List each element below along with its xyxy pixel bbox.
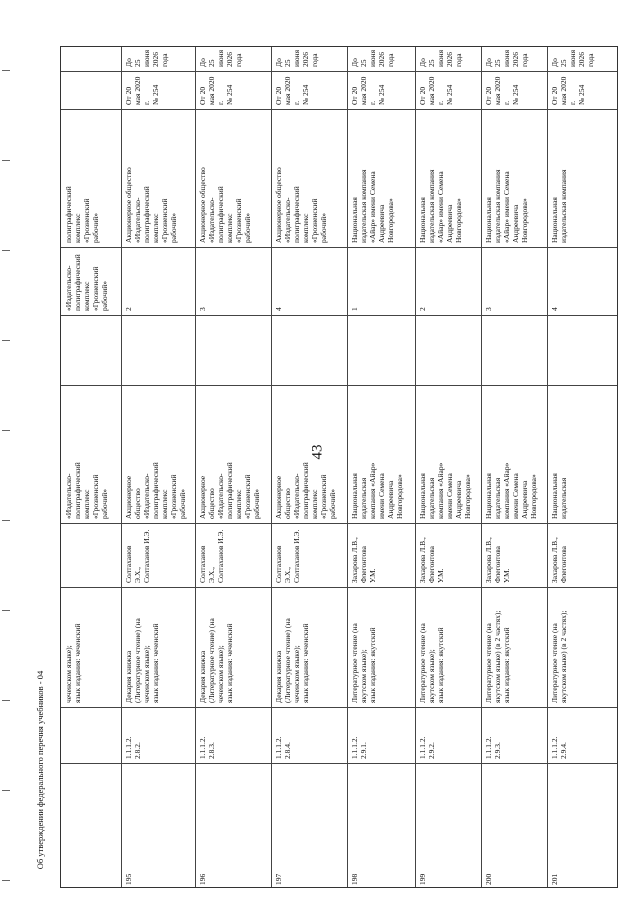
row-legal-entity-cell <box>547 109 619 247</box>
row-until: До 25 июня 2026 года <box>550 49 595 67</box>
row-order: От 20 мая 2020 г. № 254 <box>418 76 454 105</box>
row-authors: Солтаханов Э.Х., Солтаханов И.Э. <box>124 529 151 583</box>
row-legal-entity-cell <box>415 109 481 247</box>
row-publisher: Национальная издательская компания «Айар» имени Семена Андреевича Новгородова» <box>418 462 472 519</box>
scan-mark <box>2 610 10 611</box>
row-code-cell <box>481 707 547 763</box>
row-until-cell <box>121 47 195 71</box>
row-publisher: Акционерное общество «Издательско- полиграфический комплекс «Грозненский рабочий» <box>124 462 187 519</box>
row-title-cell <box>481 587 547 707</box>
row-title: Литературное чтение (на якутском языке); язык издания: якутский <box>350 623 377 703</box>
row-code: 1.1.1.2. 2.8.2. <box>124 736 142 759</box>
row-legal-entity: Национальная издательская компания «Айар» имени Семена Андреевича Новгородова» <box>484 169 529 243</box>
row-until: До 25 июня 2026 года <box>124 49 169 67</box>
row-title: Литературное чтение (на якутском языке) (в 2 частях); язык издания: якутский <box>484 610 511 703</box>
row-blank <box>271 315 347 385</box>
row-code: 1.1.1.2. 2.9.2. <box>418 736 436 759</box>
scan-mark <box>2 340 10 341</box>
row-blank-cell <box>195 315 271 385</box>
row-blank-cell <box>121 315 195 385</box>
row-until: До 25 июня 2026 года <box>350 49 395 67</box>
row-grade: 4 <box>550 307 559 311</box>
row-until: До 25 июня 2026 года <box>418 49 463 67</box>
row-until-cell <box>415 47 481 71</box>
row-blank-cell <box>415 315 481 385</box>
row-authors: Захарова Л.В., Флегонтова <box>550 537 568 583</box>
row-title: Декария книжка (Литературное чтение) (на чеченском языке); язык издания: чеченский <box>274 618 310 703</box>
row-authors: Захарова Л.В., Флегонтова У.М. <box>350 537 377 583</box>
row-code: 1.1.1.2. 2.9.4. <box>550 736 568 759</box>
row-publisher-cell <box>121 385 195 523</box>
row-publisher: Акционерное общество «Издательско- полиграфический комплекс «Грозненский рабочий» <box>274 462 337 519</box>
row-legal-entity: Национальная издательская компания <box>550 169 568 243</box>
row-title: Литературное чтение (на якутском языке) (в 2 частях); <box>550 610 568 703</box>
row-order: От 20 мая 2020 г. № 254 <box>550 76 586 105</box>
row-code-cell <box>121 707 195 763</box>
row-legal-entity: Национальная издательская компания «Айар» имени Семена Андреевича Новгородова» <box>350 169 395 243</box>
row-num: 200 <box>484 873 493 885</box>
row-order: От 20 мая 2020 г. № 254 <box>484 76 520 105</box>
row-num-cell <box>271 763 347 889</box>
scan-mark <box>2 790 10 791</box>
row-code-cell <box>347 707 415 763</box>
scan-mark <box>2 430 10 431</box>
row-title-cell <box>547 587 619 707</box>
row-legal-entity: Акционерное общество «Издательско- полиграфический комплекс «Грозненский рабочий» <box>124 167 178 243</box>
continued-publisher: «Издательско- полиграфический комплекс «Грозненский рабочий» <box>64 462 109 519</box>
row-num-cell <box>481 763 547 889</box>
row-grade: 4 <box>274 307 283 311</box>
row-publisher-cell <box>481 385 547 523</box>
row-order: От 20 мая 2020 г. № 254 <box>350 76 386 105</box>
row-authors-cell <box>121 523 195 587</box>
continued-publisher-2-cell <box>61 247 121 315</box>
row-num: 197 <box>274 873 283 885</box>
row-publisher-cell <box>415 385 481 523</box>
row-blank <box>481 315 547 385</box>
continued-subject-cell <box>61 587 121 707</box>
row-legal-entity-cell <box>481 109 547 247</box>
row-num-cell <box>547 763 619 889</box>
row-grade: 3 <box>484 307 493 311</box>
row-legal-entity: Акционерное общество «Издательско- полиграфический комплекс «Грозненский рабочий» <box>274 167 328 243</box>
scan-mark <box>2 70 10 71</box>
row-blank-cell <box>347 315 415 385</box>
row-num-cell <box>121 763 195 889</box>
row-blank <box>347 315 415 385</box>
row-title-cell <box>271 587 347 707</box>
row-publisher-cell <box>347 385 415 523</box>
row-code-cell <box>195 707 271 763</box>
row-grade: 3 <box>198 307 207 311</box>
row-title: Декария книжка (Литературное чтение) (на чеченском языке); язык издания: чеченский <box>124 618 160 703</box>
row-grade-cell <box>271 247 347 315</box>
row-title-cell <box>121 587 195 707</box>
row-grade-cell <box>547 247 619 315</box>
row-order: От 20 мая 2020 г. № 254 <box>124 76 160 105</box>
continued-publisher-cell <box>61 385 121 523</box>
row-blank <box>195 315 271 385</box>
row-blank-cell <box>547 315 619 385</box>
row-code-cell <box>415 707 481 763</box>
row-code: 1.1.1.2. 2.9.3. <box>484 736 502 759</box>
row-until-cell <box>271 47 347 71</box>
row-grade-cell <box>481 247 547 315</box>
continued-legal-entity: полиграфический комплекс «Грозненский рабочий» <box>64 186 100 243</box>
row-order: От 20 мая 2020 г. № 254 <box>198 76 234 105</box>
row-num-cell <box>347 763 415 889</box>
row-authors-cell <box>271 523 347 587</box>
row-authors-cell <box>347 523 415 587</box>
row-code: 1.1.1.2. 2.8.4. <box>274 736 292 759</box>
continued-legal-entity-cell <box>61 109 121 247</box>
row-until: До 25 июня 2026 года <box>274 49 319 67</box>
row-code-cell <box>271 707 347 763</box>
row-grade-cell <box>121 247 195 315</box>
row-order: От 20 мая 2020 г. № 254 <box>274 76 310 105</box>
row-num-cell <box>195 763 271 889</box>
row-legal-entity-cell <box>195 109 271 247</box>
row-until-cell <box>547 47 619 71</box>
row-blank <box>415 315 481 385</box>
page-number: 43 <box>309 444 326 460</box>
scan-mark <box>2 250 10 251</box>
row-legal-entity-cell <box>347 109 415 247</box>
row-title: Декария книжка (Литературное чтение) (на чеченском языке); язык издания: чеченский <box>198 618 234 703</box>
row-code: 1.1.1.2. 2.8.3. <box>198 736 216 759</box>
row-title-cell <box>347 587 415 707</box>
row-authors-cell <box>481 523 547 587</box>
row-order-cell <box>271 71 347 109</box>
row-grade: 2 <box>124 307 133 311</box>
row-num: 198 <box>350 873 359 885</box>
row-code: 1.1.1.2. 2.9.1. <box>350 736 368 759</box>
row-publisher-cell <box>271 385 347 523</box>
row-num: 195 <box>124 873 133 885</box>
row-authors: Солтаханов Э.Х., Солтаханов И.Э. <box>274 529 301 583</box>
row-publisher: Национальная издательская компания «Айар» имени Семена Андреевича Новгородова» <box>484 462 538 519</box>
row-publisher: Национальная издательская <box>550 473 568 519</box>
row-code-cell <box>547 707 619 763</box>
document-footer: Об утверждении федерального перечня учебников - 04 <box>35 670 45 870</box>
continued-publisher-2: «Издательско- полиграфический комплекс «Грозненский рабочий» <box>64 254 109 311</box>
row-until-cell <box>195 47 271 71</box>
row-authors: Солтаханов Э.Х., Солтаханов И.Э. <box>198 529 225 583</box>
row-title: Литературное чтение (на якутском языке); язык издания: якутский <box>418 623 445 703</box>
row-grade: 1 <box>350 307 359 311</box>
row-num: 201 <box>550 873 559 885</box>
row-publisher-cell <box>195 385 271 523</box>
row-authors-cell <box>415 523 481 587</box>
row-order-cell <box>547 71 619 109</box>
row-blank <box>547 315 619 385</box>
row-blank <box>121 315 195 385</box>
row-legal-entity: Национальная издательская компания «Айар» имени Семена Андреевича Новгородова» <box>418 169 463 243</box>
continued-subject: чеченском языке); язык издания: чеченский <box>64 623 82 703</box>
row-grade-cell <box>347 247 415 315</box>
row-blank-cell <box>271 315 347 385</box>
row-authors-cell <box>195 523 271 587</box>
row-grade: 2 <box>418 307 427 311</box>
row-num: 199 <box>418 873 427 885</box>
row-publisher: Национальная издательская компания «Айар» имени Семена Андреевича Новгородова» <box>350 462 404 519</box>
row-legal-entity-cell <box>121 109 195 247</box>
row-grade-cell <box>415 247 481 315</box>
row-publisher-cell <box>547 385 619 523</box>
row-order-cell <box>347 71 415 109</box>
row-until-cell <box>481 47 547 71</box>
scan-mark <box>2 880 10 881</box>
row-grade-cell <box>195 247 271 315</box>
row-blank-cell <box>481 315 547 385</box>
row-until: До 25 июня 2026 года <box>484 49 529 67</box>
row-title-cell <box>415 587 481 707</box>
row-num-cell <box>415 763 481 889</box>
row-authors: Захарова Л.В., Флегонтова У.М. <box>484 537 511 583</box>
row-order-cell <box>481 71 547 109</box>
textbook-table <box>60 46 618 888</box>
row-until-cell <box>347 47 415 71</box>
row-title-cell <box>195 587 271 707</box>
row-order-cell <box>415 71 481 109</box>
scan-mark <box>2 160 10 161</box>
row-legal-entity: Акционерное общество «Издательско- полиграфический комплекс «Грозненский рабочий» <box>198 167 252 243</box>
row-until: До 25 июня 2026 года <box>198 49 243 67</box>
row-authors-cell <box>547 523 619 587</box>
row-order-cell <box>195 71 271 109</box>
scan-mark <box>2 700 10 701</box>
row-authors: Захарова Л.В., Флегонтова У.М. <box>418 537 445 583</box>
row-publisher: Акционерное общество «Издательско- полиграфический комплекс «Грозненский рабочий» <box>198 462 261 519</box>
row-num: 196 <box>198 873 207 885</box>
scan-mark <box>2 520 10 521</box>
row-legal-entity-cell <box>271 109 347 247</box>
row-order-cell <box>121 71 195 109</box>
